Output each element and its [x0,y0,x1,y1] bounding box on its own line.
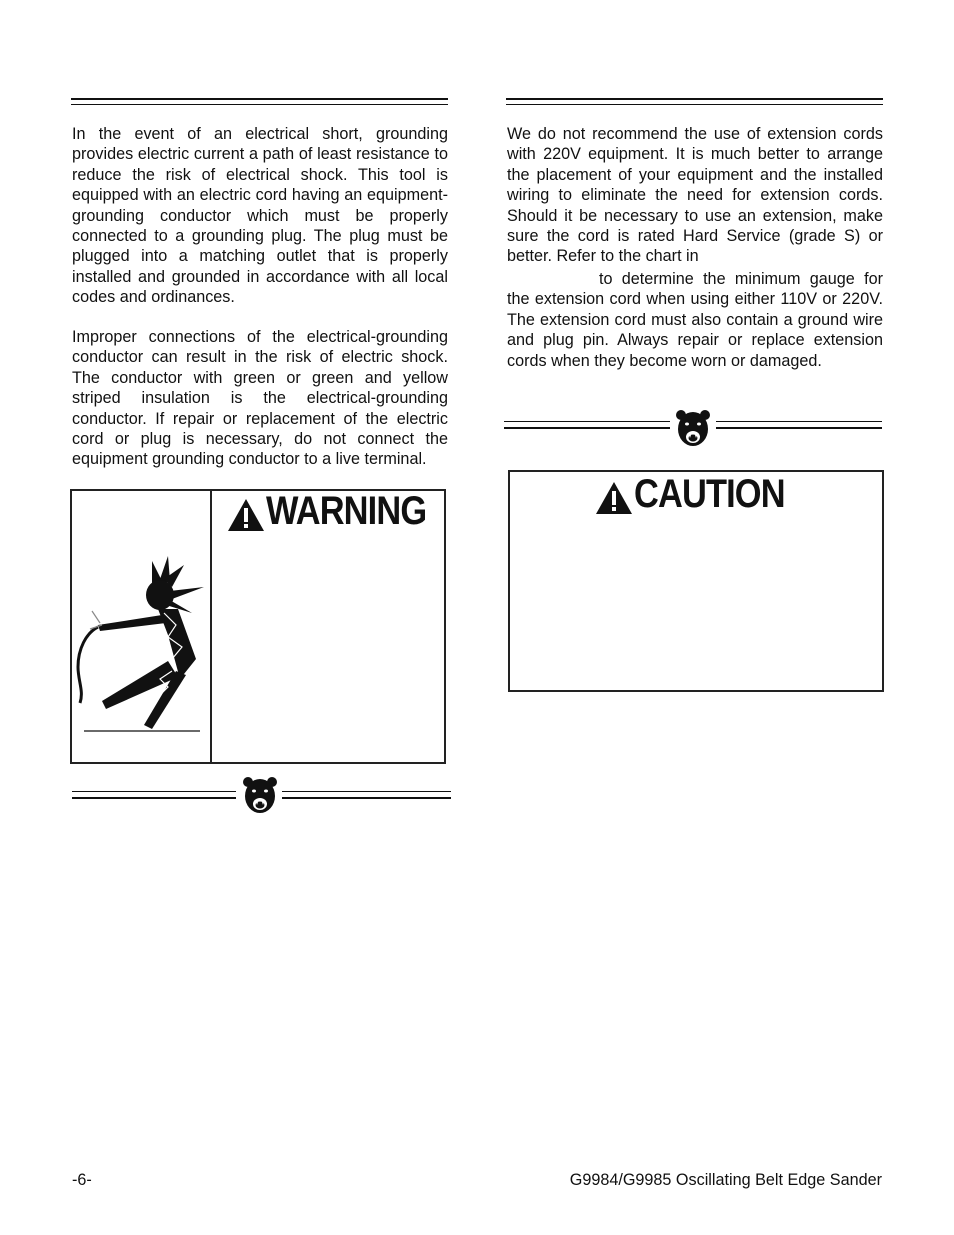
grounding-paragraph-2: Improper connections of the electrical-grounding conductor can result in the risk of electric shock. The conductor with green or green and yellow striped insulation is the electrical-grounding conductor. If repair or replacement of the electric cord or plug is necessary, do not connect the equipment grounding conductor to a live terminal. [72,328,448,469]
right-divider-rule-left [504,421,670,429]
grounding-paragraph-1: In the event of an electrical short, grounding provides electric current a path of least resistance to reduce the risk of electrical shock. This tool is equipped with an electric cord having an equipment-grounding conductor which must be properly connected to a grounding plug. The plug must be plugged into a matching outlet that is properly installed and grounded in accordance with all local codes and ordinances. [72,125,448,307]
left-header-rule [71,98,448,105]
warning-image-cell [72,491,212,762]
extension-cord-paragraph-a: We do not recommend the use of extension cords with 220V equipment. It is much better to arrange the placement of your equipment and the installed wiring to eliminate the need for extension cords. Should it be necessary to use an extension, make sure the cord is rated Hard Service (grade S) or better. Refer to the chart in [507,125,883,266]
right-header-rule [506,98,883,105]
right-divider-rule-right [716,421,882,429]
electric-shock-figure-icon [72,551,210,801]
page-number: -6- [72,1171,92,1189]
grizzly-bear-logo-icon [675,409,711,447]
left-divider-rule-left [72,791,236,799]
caution-box [508,470,884,692]
warning-triangle-icon [594,480,634,516]
grizzly-bear-logo-icon [242,776,278,814]
left-divider-rule-right [282,791,451,799]
product-title: G9984/G9985 Oscillating Belt Edge Sander [569,1171,882,1189]
warning-label: WARNING [266,489,427,533]
warning-box [70,489,446,764]
warning-triangle-icon [226,497,266,533]
extension-cord-paragraph-b: to determine the minimum gauge for the extension cord when using either 110V or 220V. The extension cord must also contain a ground wire and plug pin. Always repair or replace extension cords when they become worn or damaged. [507,270,883,370]
caution-label: CAUTION [634,472,785,516]
